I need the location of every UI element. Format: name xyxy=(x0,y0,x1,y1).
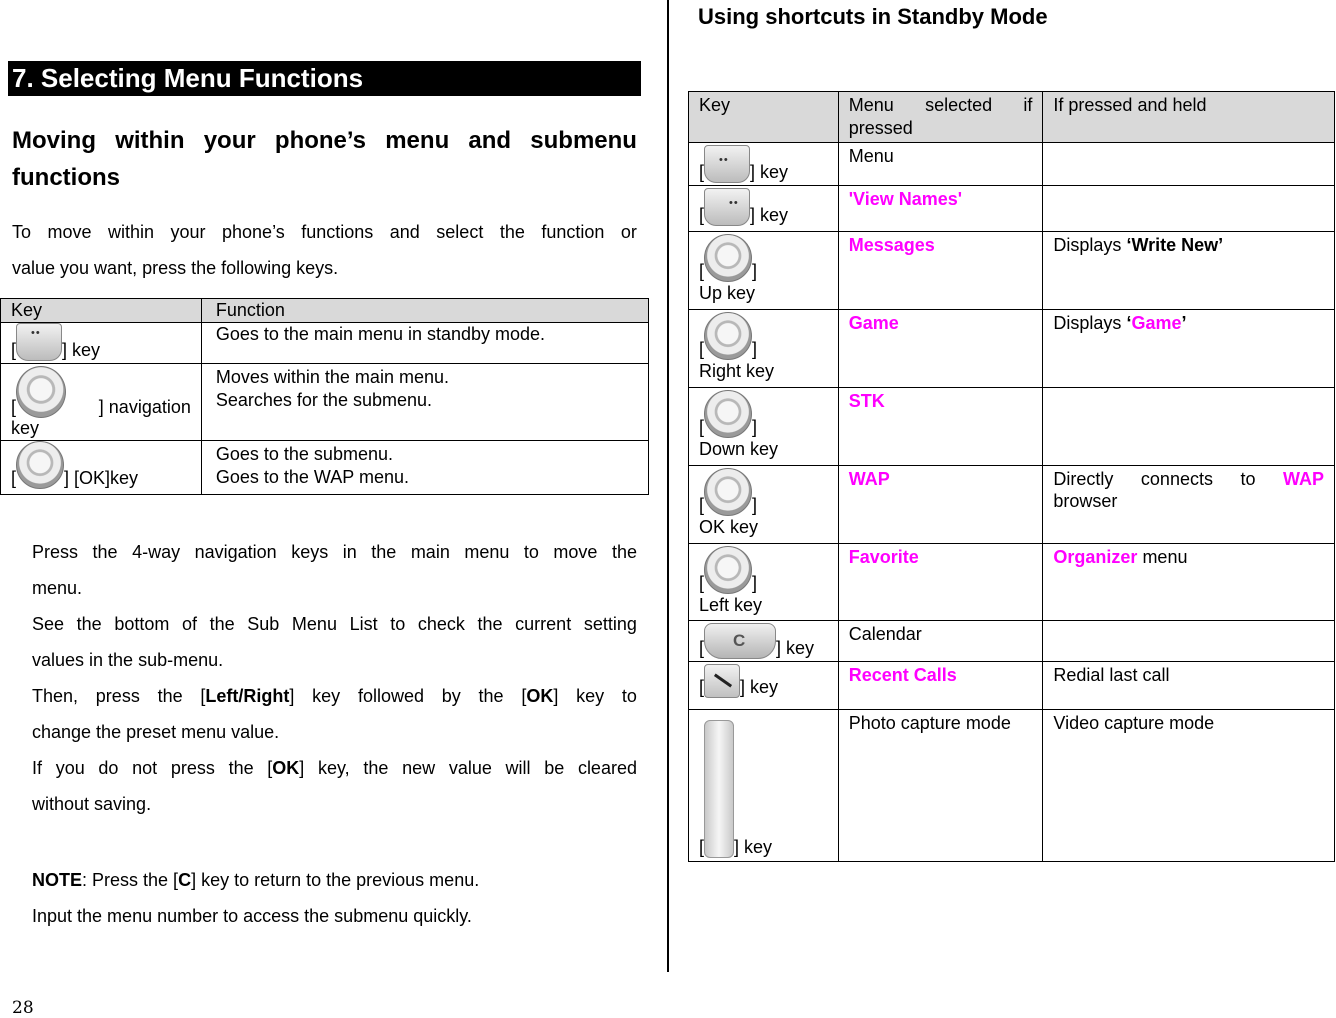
key-cell xyxy=(689,621,839,662)
word: to xyxy=(1240,469,1256,489)
key-label-line-2: Up key xyxy=(699,283,756,303)
function-cell xyxy=(201,364,648,441)
down-key-icon xyxy=(704,390,752,438)
word: new xyxy=(402,758,436,778)
held-text: menu xyxy=(1137,547,1188,567)
para-2-line-2: values in the sub-menu. xyxy=(32,650,224,670)
word: the xyxy=(611,542,637,562)
menu-cell xyxy=(838,544,1043,621)
subheading-line-1 xyxy=(12,122,637,159)
word: the xyxy=(228,758,254,778)
key-label-line-2: key xyxy=(11,418,40,438)
word: bottom xyxy=(114,614,170,634)
header-held: If pressed and held xyxy=(1043,92,1335,143)
word: in xyxy=(342,542,357,562)
section-title: 7. Selecting Menu Functions xyxy=(8,61,641,96)
word: Menu xyxy=(848,95,894,115)
menu-text: WAP xyxy=(848,469,890,489)
word: within xyxy=(108,222,155,242)
menu-text: Favorite xyxy=(848,547,919,567)
menu-text: STK xyxy=(848,391,885,411)
key-line xyxy=(699,390,828,438)
menu-text: Recent Calls xyxy=(848,665,957,685)
bracket-open: [ xyxy=(11,340,17,360)
header-menu-line-2: pressed xyxy=(848,118,913,138)
table-row xyxy=(689,544,1335,621)
bracket-open: [ xyxy=(699,495,705,515)
up-key-icon xyxy=(704,234,752,282)
para-4-line-1 xyxy=(32,750,637,786)
held-cell xyxy=(1043,310,1335,388)
word: cleared xyxy=(577,758,637,778)
held-text: Video capture mode xyxy=(1053,713,1215,733)
held-cell xyxy=(1043,662,1335,710)
held-line-1 xyxy=(1053,468,1324,490)
held-cell xyxy=(1043,143,1335,186)
word: to xyxy=(523,542,539,562)
menu-cell xyxy=(838,662,1043,710)
word: will xyxy=(505,758,531,778)
word: the xyxy=(477,614,503,634)
bracket-open: [ xyxy=(699,162,705,182)
word: your xyxy=(170,222,206,242)
table-row xyxy=(689,310,1335,388)
word: value xyxy=(448,758,492,778)
bracket-open: [ xyxy=(699,837,705,857)
shortcuts-table xyxy=(688,91,1335,862)
menu-cell xyxy=(838,143,1043,186)
key-cell xyxy=(689,662,839,710)
word: To xyxy=(12,222,32,242)
camera-key-icon xyxy=(704,720,734,858)
key-label: ] key xyxy=(740,677,779,697)
word: move xyxy=(47,222,92,242)
held-text: Displays xyxy=(1053,235,1127,255)
subheading-line-2: functions xyxy=(12,164,120,191)
key-line xyxy=(699,145,828,183)
word: connects xyxy=(1140,469,1213,489)
key-line xyxy=(699,664,828,698)
note-line-1 xyxy=(32,862,637,898)
held-text: Displays xyxy=(1053,313,1127,333)
word: move xyxy=(553,542,598,562)
function-cell xyxy=(201,323,648,364)
menu-cell xyxy=(838,388,1043,466)
word: check xyxy=(417,614,465,634)
menu-cell xyxy=(838,310,1043,388)
key-cell xyxy=(689,232,839,310)
word: of xyxy=(181,614,197,634)
word: do xyxy=(98,758,119,778)
word: Menu xyxy=(291,614,337,634)
word: navigation xyxy=(194,542,277,562)
held-cell xyxy=(1043,544,1335,621)
right-key-icon xyxy=(704,312,752,360)
function-text: Goes to the submenu. xyxy=(215,444,393,464)
bracket-open: [ xyxy=(699,205,705,225)
intro-paragraph xyxy=(12,214,637,286)
word: you xyxy=(55,758,85,778)
table-row xyxy=(689,388,1335,466)
held-text: Redial last call xyxy=(1053,665,1170,685)
word: selected xyxy=(925,95,993,115)
key-cell xyxy=(689,310,839,388)
key-cell xyxy=(1,441,202,495)
word: if xyxy=(1023,95,1033,115)
instruction-paragraph xyxy=(32,534,637,822)
key-cell xyxy=(689,143,839,186)
para-1-line-2: menu. xyxy=(32,578,83,598)
menu-text: Calendar xyxy=(848,624,922,644)
column-divider xyxy=(667,0,669,972)
held-highlight: Game xyxy=(1131,313,1182,333)
key-label: ] key xyxy=(734,837,773,857)
note-key: C xyxy=(178,870,192,890)
para-4-line-2: without saving. xyxy=(32,794,152,814)
word: keys xyxy=(291,542,329,562)
bracket-open: [ xyxy=(699,573,705,593)
key-cell xyxy=(689,710,839,862)
held-bold: ‘Write New’ xyxy=(1126,235,1224,255)
word: menu xyxy=(385,127,450,154)
word: or xyxy=(620,222,637,242)
table-row xyxy=(1,441,649,495)
left-key-icon xyxy=(704,546,752,594)
subheading xyxy=(12,122,637,196)
held-quote: ’ xyxy=(1181,313,1187,333)
left-soft-key-icon xyxy=(704,145,750,183)
intro-line-1 xyxy=(12,214,637,250)
table-header-row xyxy=(1,299,649,323)
key-label: ] navigation xyxy=(98,397,191,417)
word: the xyxy=(478,686,504,706)
word: key xyxy=(312,686,341,706)
para-2-line-1 xyxy=(32,606,637,642)
word: to xyxy=(621,686,637,706)
held-cell xyxy=(1043,621,1335,662)
held-cell xyxy=(1043,186,1335,232)
word: the xyxy=(371,542,397,562)
word: the xyxy=(209,614,235,634)
intro-line-2: value you want, press the following keys. xyxy=(12,258,339,278)
note-text: : Press the [ xyxy=(82,870,179,890)
word: [Left/Right] xyxy=(200,686,295,706)
word: WAP xyxy=(1282,469,1324,489)
ok-key-icon xyxy=(704,468,752,516)
header-function: Function xyxy=(201,299,648,323)
word: the xyxy=(499,222,525,242)
para-3-line-1 xyxy=(32,678,637,714)
table-header-row xyxy=(689,92,1335,143)
word: phone’s xyxy=(222,222,285,242)
word: followed xyxy=(357,686,424,706)
word: press xyxy=(95,686,140,706)
word: current xyxy=(515,614,572,634)
word: press xyxy=(170,758,215,778)
word: the xyxy=(363,758,389,778)
key-line xyxy=(699,712,828,858)
menu-cell xyxy=(838,710,1043,862)
send-key-icon xyxy=(704,664,740,698)
key-line xyxy=(699,468,828,516)
key-cell xyxy=(689,186,839,232)
bracket-open: [ xyxy=(699,638,705,658)
header-key: Key xyxy=(689,92,839,143)
key-line xyxy=(699,234,828,282)
right-soft-key-icon xyxy=(704,188,750,226)
function-text: Goes to the WAP menu. xyxy=(215,467,409,487)
note-text: ] key to return to the previous menu. xyxy=(191,870,480,890)
word: your xyxy=(203,127,256,154)
clear-key-icon xyxy=(704,623,776,659)
word: Sub xyxy=(247,614,280,634)
key-line xyxy=(699,546,828,594)
word: phone’s xyxy=(274,127,367,154)
bracket-open: [ xyxy=(699,417,705,437)
held-line-2: browser xyxy=(1053,491,1118,511)
word: key, xyxy=(318,758,350,778)
key-label: ] key xyxy=(750,162,789,182)
para-3-line-2: change the preset menu value. xyxy=(32,722,280,742)
word: Directly xyxy=(1053,469,1114,489)
key-line xyxy=(699,623,828,659)
table-row xyxy=(689,662,1335,710)
menu-cell xyxy=(838,466,1043,544)
key-line xyxy=(699,312,828,360)
word: [OK] xyxy=(267,758,305,778)
word: the xyxy=(76,614,102,634)
bracket-open: [ xyxy=(699,261,705,281)
header-menu xyxy=(838,92,1043,143)
word: to xyxy=(390,614,406,634)
word: be xyxy=(544,758,565,778)
key-cell xyxy=(1,323,202,364)
word: See xyxy=(32,614,65,634)
held-cell xyxy=(1043,466,1335,544)
held-cell xyxy=(1043,710,1335,862)
table-row xyxy=(689,466,1335,544)
word: and xyxy=(389,222,420,242)
word: by xyxy=(441,686,461,706)
word: main xyxy=(410,542,450,562)
key-label-line-2: Down key xyxy=(699,439,779,459)
left-soft-key-icon xyxy=(16,323,62,361)
header-menu-line-1 xyxy=(849,94,1033,117)
note-label: NOTE xyxy=(32,870,83,890)
held-highlight: Organizer xyxy=(1053,547,1138,567)
key-label-line-2: Left key xyxy=(699,595,763,615)
word: function xyxy=(541,222,605,242)
word: key xyxy=(576,686,605,706)
key-label: ] key xyxy=(776,638,815,658)
word: [OK] xyxy=(521,686,559,706)
word: 4-way xyxy=(132,542,181,562)
word: submenu xyxy=(530,127,637,154)
menu-text: Photo capture mode xyxy=(848,713,1011,733)
word: the xyxy=(92,542,118,562)
word: setting xyxy=(583,614,637,634)
note-paragraph xyxy=(32,862,637,934)
key-label: ] xyxy=(752,417,758,437)
key-label: ] xyxy=(752,261,758,281)
table-row xyxy=(1,323,649,364)
bracket-open: [ xyxy=(11,397,17,417)
key-label: ] key xyxy=(750,205,789,225)
key-label: ] xyxy=(752,495,758,515)
word: the xyxy=(157,686,183,706)
word: Then, xyxy=(32,686,79,706)
key-label-line-2: Right key xyxy=(699,361,775,381)
key-cell xyxy=(689,466,839,544)
key-label: ] [OK]key xyxy=(64,468,139,488)
word: menu xyxy=(464,542,510,562)
function-text: Searches for the submenu. xyxy=(215,390,432,410)
word: Moving xyxy=(12,127,96,154)
word: List xyxy=(349,614,378,634)
key-label-line-2: OK key xyxy=(699,517,759,537)
table-row xyxy=(689,621,1335,662)
key-cell xyxy=(689,388,839,466)
word: If xyxy=(32,758,43,778)
key-cell xyxy=(689,544,839,621)
navigation-key-icon xyxy=(16,366,66,418)
key-label: ] key xyxy=(62,340,101,360)
held-cell xyxy=(1043,232,1335,310)
table-row xyxy=(689,710,1335,862)
bracket-open: [ xyxy=(11,468,17,488)
table-row xyxy=(689,232,1335,310)
menu-text: 'View Names' xyxy=(848,189,963,209)
key-cell xyxy=(1,364,202,441)
header-key: Key xyxy=(1,299,202,323)
page-number: 28 xyxy=(12,998,34,1018)
bracket-open: [ xyxy=(699,339,705,359)
table-row xyxy=(1,364,649,441)
table-row xyxy=(689,186,1335,232)
held-cell xyxy=(1043,388,1335,466)
menu-text: Game xyxy=(848,313,899,333)
function-cell xyxy=(201,441,648,495)
ok-key-icon xyxy=(16,441,64,489)
word: select xyxy=(436,222,484,242)
key-label: ] xyxy=(752,573,758,593)
word: not xyxy=(132,758,158,778)
navigation-keys-table xyxy=(0,298,649,495)
menu-cell xyxy=(838,232,1043,310)
function-text: Moves within the main menu. xyxy=(215,367,449,387)
word: within xyxy=(115,127,185,154)
table-row xyxy=(689,143,1335,186)
key-label: ] xyxy=(752,339,758,359)
key-line xyxy=(699,188,828,226)
menu-text: Messages xyxy=(848,235,935,255)
held-quote: ‘ xyxy=(1126,313,1132,333)
word: Press xyxy=(32,542,79,562)
function-text: Goes to the main menu in standby mode. xyxy=(215,324,546,344)
menu-cell xyxy=(838,186,1043,232)
bracket-open: [ xyxy=(699,677,705,697)
menu-cell xyxy=(838,621,1043,662)
para-1-line-1 xyxy=(32,534,637,570)
word: and xyxy=(468,127,512,154)
word: functions xyxy=(301,222,374,242)
menu-text: Menu xyxy=(848,146,894,166)
note-line-2: Input the menu number to access the submenu quickly. xyxy=(32,906,472,926)
shortcuts-title: Using shortcuts in Standby Mode xyxy=(698,4,1048,29)
